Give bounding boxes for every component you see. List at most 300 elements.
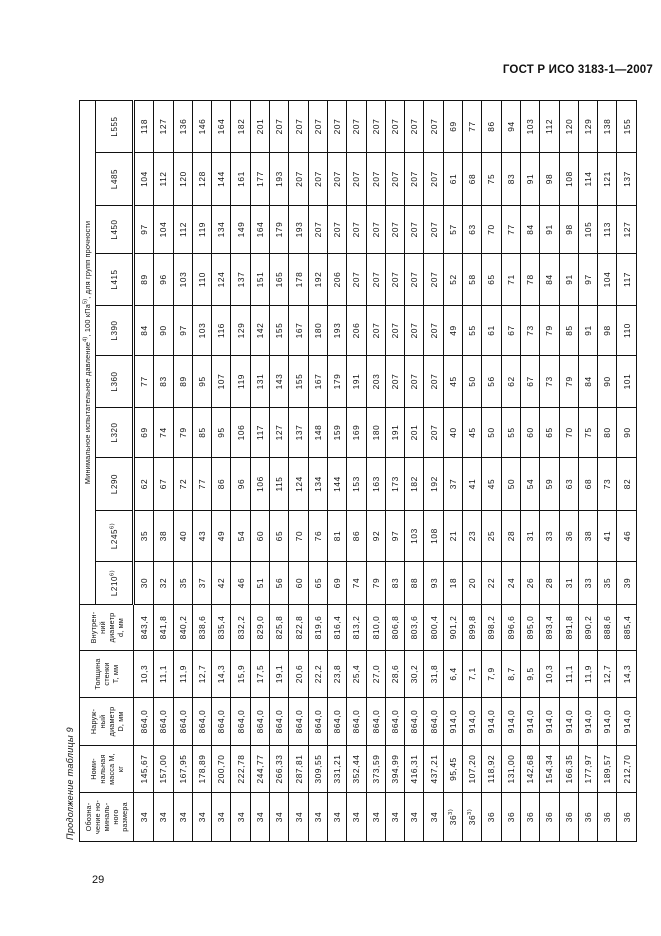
table-cell: 207 — [405, 356, 424, 408]
table-cell: 73 — [520, 306, 539, 356]
table-cell: 153 — [347, 458, 366, 511]
size-value: 36 — [486, 811, 497, 823]
header-grade-l450 — [96, 206, 134, 254]
header-grade-l320 — [96, 408, 134, 458]
table-cell: 864,0 — [192, 698, 211, 746]
table-row — [134, 100, 154, 841]
table-cell: 131,00 — [501, 746, 520, 793]
table-cell: 83 — [385, 562, 404, 605]
size-value: 34 — [254, 811, 265, 823]
table-cell: 207 — [289, 100, 308, 152]
table-cell: 21 — [443, 511, 462, 562]
table-cell: 149 — [231, 206, 250, 254]
table-cell: 103 — [520, 100, 539, 152]
header-grade-l245 — [96, 511, 134, 562]
table-cell: 144 — [212, 153, 231, 206]
table-cell: 31 — [559, 562, 578, 605]
table-row — [424, 100, 443, 841]
table-cell: 119 — [192, 206, 211, 254]
table-cell: 110 — [617, 306, 636, 356]
table-cell: 189,57 — [598, 746, 617, 793]
table-cell: 70 — [482, 206, 501, 254]
grade-label: L555 — [109, 116, 119, 137]
table-cell: 914,0 — [443, 698, 462, 746]
cell-designation — [540, 793, 559, 842]
table-row — [308, 100, 327, 841]
table-cell: 77 — [134, 356, 154, 408]
table-cell: 31 — [520, 511, 539, 562]
table-cell: 77 — [192, 458, 211, 511]
table-cell: 207 — [385, 206, 404, 254]
table-cell: 166,35 — [559, 746, 578, 793]
table-cell: 840,2 — [173, 605, 192, 651]
table-cell: 832,2 — [231, 605, 250, 651]
table-cell: 116 — [212, 306, 231, 356]
group-header-unit: , 100 кПа — [83, 303, 92, 337]
header-outer-diameter: Наруж- ный диаметр D, мм — [80, 698, 134, 746]
table-cell: 864,0 — [173, 698, 192, 746]
table-cell: 207 — [308, 206, 327, 254]
table-cell: 373,59 — [366, 746, 385, 793]
table-cell: 85 — [559, 306, 578, 356]
cell-designation — [212, 793, 231, 842]
table-cell: 806,8 — [385, 605, 404, 651]
table-cell: 207 — [424, 206, 443, 254]
table-cell: 207 — [289, 153, 308, 206]
table-cell: 437,21 — [424, 746, 443, 793]
table-cell: 118,92 — [482, 746, 501, 793]
table-cell: 206 — [347, 306, 366, 356]
cell-designation — [192, 793, 211, 842]
table-cell: 54 — [231, 511, 250, 562]
table-cell: 331,21 — [327, 746, 346, 793]
table-cell: 67 — [154, 458, 173, 511]
table-cell: 124 — [289, 458, 308, 511]
table-cell: 193 — [327, 306, 346, 356]
table-cell: 45 — [482, 458, 501, 511]
table-cell: 901,2 — [443, 605, 462, 651]
table-cell: 97 — [578, 254, 597, 306]
table-cell: 61 — [443, 153, 462, 206]
grade-label: L360 — [109, 371, 119, 392]
table-cell: 888,6 — [598, 605, 617, 651]
table-cell: 207 — [347, 206, 366, 254]
grade-label: L320 — [109, 422, 119, 443]
table-cell: 58 — [463, 254, 482, 306]
table-cell: 63 — [463, 206, 482, 254]
table-cell: 899,8 — [463, 605, 482, 651]
table-cell: 207 — [424, 356, 443, 408]
table-cell: 864,0 — [308, 698, 327, 746]
table-cell: 864,0 — [424, 698, 443, 746]
table-cell: 84 — [540, 254, 559, 306]
footnote-ref: 3) — [448, 808, 455, 815]
table-row — [482, 100, 501, 841]
table-cell: 45 — [463, 408, 482, 458]
table-cell: 41 — [463, 458, 482, 511]
table-cell: 60 — [289, 562, 308, 605]
table-cell: 117 — [250, 408, 269, 458]
table-cell: 56 — [270, 562, 289, 605]
table-cell: 207 — [405, 206, 424, 254]
table-cell: 179 — [327, 356, 346, 408]
table-row — [154, 100, 173, 841]
table-cell: 838,6 — [192, 605, 211, 651]
table-cell: 914,0 — [482, 698, 501, 746]
table-cell: 179 — [270, 206, 289, 254]
table-cell: 97 — [385, 511, 404, 562]
table-cell: 30,2 — [405, 651, 424, 698]
cell-designation — [270, 793, 289, 842]
table-cell: 37 — [443, 458, 462, 511]
table-cell: 127 — [617, 206, 636, 254]
table-cell: 76 — [308, 511, 327, 562]
table-cell: 74 — [154, 408, 173, 458]
table-cell: 212,70 — [617, 746, 636, 793]
table-cell: 96 — [231, 458, 250, 511]
table-cell: 119 — [231, 356, 250, 408]
table-cell: 104 — [134, 153, 154, 206]
table-cell: 864,0 — [405, 698, 424, 746]
header-mass: Номи- нальная масса M, кг — [80, 746, 134, 793]
table-cell: 207 — [366, 100, 385, 152]
table-cell: 94 — [501, 100, 520, 152]
table-cell: 207 — [424, 153, 443, 206]
table-cell: 192 — [308, 254, 327, 306]
table-cell: 50 — [482, 408, 501, 458]
table-cell: 136 — [173, 100, 192, 152]
cell-designation — [598, 793, 617, 842]
table-cell: 173 — [385, 458, 404, 511]
table-cell: 95,45 — [443, 746, 462, 793]
table-row — [347, 100, 366, 841]
table-cell: 28 — [501, 511, 520, 562]
table-cell: 75 — [482, 153, 501, 206]
table-cell: 91 — [559, 254, 578, 306]
table-cell: 20 — [463, 562, 482, 605]
table-cell: 26 — [520, 562, 539, 605]
table-cell: 165 — [270, 254, 289, 306]
table-cell: 62 — [501, 356, 520, 408]
size-value: 36 — [467, 814, 478, 826]
table-cell: 117 — [617, 254, 636, 306]
table-cell: 67 — [501, 306, 520, 356]
table-cell: 841,8 — [154, 605, 173, 651]
header-designation: Обозна- чение но- миналь- ного размера — [80, 793, 134, 842]
cell-designation — [559, 793, 578, 842]
table-cell: 103 — [405, 511, 424, 562]
table-cell: 88 — [405, 562, 424, 605]
table-cell: 65 — [270, 511, 289, 562]
table-cell: 207 — [424, 408, 443, 458]
table-cell: 206 — [327, 254, 346, 306]
table-cell: 35 — [173, 562, 192, 605]
table-cell: 63 — [559, 458, 578, 511]
table-row — [405, 100, 424, 841]
table-cell: 914,0 — [520, 698, 539, 746]
table-row — [559, 100, 578, 841]
table-row — [463, 100, 482, 841]
table-cell: 800,4 — [424, 605, 443, 651]
table-cell: 56 — [482, 356, 501, 408]
table-cell: 155 — [289, 356, 308, 408]
table-cell: 67 — [520, 356, 539, 408]
table-cell: 49 — [443, 306, 462, 356]
table-cell: 201 — [405, 408, 424, 458]
size-value: 34 — [409, 811, 420, 823]
table-cell: 178 — [289, 254, 308, 306]
table-cell: 207 — [308, 100, 327, 152]
table-cell: 36 — [559, 511, 578, 562]
table-cell: 39 — [617, 562, 636, 605]
table-cell: 50 — [463, 356, 482, 408]
table-row — [443, 100, 462, 841]
table-cell: 145,67 — [134, 746, 154, 793]
table-cell: 137 — [289, 408, 308, 458]
table-cell: 151 — [250, 254, 269, 306]
table-cell: 207 — [308, 153, 327, 206]
size-value: 34 — [332, 811, 343, 823]
table-cell: 92 — [366, 511, 385, 562]
table-cell: 207 — [327, 100, 346, 152]
table-cell: 98 — [540, 153, 559, 206]
table-cell: 93 — [424, 562, 443, 605]
cell-designation — [250, 793, 269, 842]
table-cell: 79 — [173, 408, 192, 458]
table-cell: 207 — [385, 356, 404, 408]
table-cell: 65 — [308, 562, 327, 605]
table-cell: 177 — [250, 153, 269, 206]
table-cell: 97 — [173, 306, 192, 356]
table-cell: 864,0 — [347, 698, 366, 746]
group-header-tail: , для групп прочности — [83, 220, 92, 299]
table-row — [540, 100, 559, 841]
page-number: 29 — [92, 874, 105, 886]
table-cell: 864,0 — [327, 698, 346, 746]
table-cell: 112 — [540, 100, 559, 152]
cell-designation — [482, 793, 501, 842]
size-value: 34 — [390, 811, 400, 823]
table-cell: 84 — [134, 306, 154, 356]
table-cell: 98 — [598, 306, 617, 356]
table-cell: 207 — [405, 153, 424, 206]
table-cell: 60 — [520, 408, 539, 458]
table-cell: 207 — [424, 254, 443, 306]
table-cell: 192 — [424, 458, 443, 511]
table-cell: 79 — [540, 306, 559, 356]
table-row — [617, 100, 636, 841]
table-cell: 244,77 — [250, 746, 269, 793]
table-cell: 59 — [540, 458, 559, 511]
cell-designation — [173, 793, 192, 842]
cell-designation — [385, 793, 404, 842]
table-cell: 86 — [347, 511, 366, 562]
table-cell: 890,2 — [578, 605, 597, 651]
grade-label: L245 — [109, 528, 119, 550]
table-row — [327, 100, 346, 841]
table-cell: 207 — [347, 153, 366, 206]
table-cell: 207 — [405, 254, 424, 306]
cell-designation — [154, 793, 173, 842]
table-cell: 914,0 — [463, 698, 482, 746]
table-cell: 108 — [424, 511, 443, 562]
table-cell: 895,0 — [520, 605, 539, 651]
table-cell: 10,3 — [540, 651, 559, 698]
document-header: ГОСТ Р ИСО 3183-1—2007 — [502, 64, 653, 76]
table-cell: 91 — [520, 153, 539, 206]
table-cell: 41 — [598, 511, 617, 562]
table-cell: 182 — [405, 458, 424, 511]
table-cell: 864,0 — [270, 698, 289, 746]
table-cell: 12,7 — [598, 651, 617, 698]
table-cell: 898,2 — [482, 605, 501, 651]
table-cell: 28,6 — [385, 651, 404, 698]
table-cell: 144 — [327, 458, 346, 511]
header-grade-l210 — [96, 562, 134, 605]
table-row — [250, 100, 269, 841]
table-cell: 118 — [134, 100, 154, 152]
table-cell: 914,0 — [559, 698, 578, 746]
table-cell: 207 — [327, 153, 346, 206]
table-cell: 825,8 — [270, 605, 289, 651]
table-row — [501, 100, 520, 841]
grade-label: L415 — [109, 269, 119, 290]
cell-designation — [134, 793, 154, 842]
table-cell: 95 — [212, 408, 231, 458]
table-cell: 90 — [617, 408, 636, 458]
table-cell: 85 — [192, 408, 211, 458]
pressure-table — [79, 100, 637, 842]
table-cell: 352,44 — [347, 746, 366, 793]
table-cell: 54 — [520, 458, 539, 511]
table-cell: 24 — [501, 562, 520, 605]
table-cell: 19,1 — [270, 651, 289, 698]
table-cell: 7,1 — [463, 651, 482, 698]
table-cell: 127 — [270, 408, 289, 458]
size-value: 34 — [235, 811, 246, 823]
table-cell: 394,99 — [385, 746, 404, 793]
table-cell: 864,0 — [366, 698, 385, 746]
table-cell: 57 — [443, 206, 462, 254]
header-grade-l415 — [96, 254, 134, 306]
table-cell: 31,8 — [424, 651, 443, 698]
table-cell: 148 — [308, 408, 327, 458]
table-row — [270, 100, 289, 841]
table-cell: 813,2 — [347, 605, 366, 651]
table-cell: 191 — [347, 356, 366, 408]
size-value: 34 — [274, 811, 285, 823]
table-cell: 23 — [463, 511, 482, 562]
size-value: 34 — [370, 811, 381, 823]
table-cell: 11,9 — [578, 651, 597, 698]
table-cell: 124 — [212, 254, 231, 306]
table-row — [385, 100, 404, 841]
table-cell: 14,3 — [212, 651, 231, 698]
table-cell: 46 — [231, 562, 250, 605]
table-cell: 154,34 — [540, 746, 559, 793]
table-cell: 65 — [482, 254, 501, 306]
table-cell: 106 — [231, 408, 250, 458]
table-cell: 169 — [347, 408, 366, 458]
table-cell: 416,31 — [405, 746, 424, 793]
table-cell: 104 — [154, 206, 173, 254]
table-cell: 8,7 — [501, 651, 520, 698]
table-cell: 69 — [327, 562, 346, 605]
table-cell: 35 — [598, 562, 617, 605]
table-cell: 9,5 — [520, 651, 539, 698]
table-cell: 32 — [154, 562, 173, 605]
table-cell: 137 — [231, 254, 250, 306]
table-cell: 112 — [154, 153, 173, 206]
table-cell: 127 — [154, 100, 173, 152]
table-cell: 79 — [559, 356, 578, 408]
table-cell: 108 — [559, 153, 578, 206]
table-cell: 142,68 — [520, 746, 539, 793]
cell-designation — [366, 793, 385, 842]
size-value: 36 — [544, 811, 555, 823]
table-cell: 835,4 — [212, 605, 231, 651]
table-cell: 50 — [501, 458, 520, 511]
table-cell: 864,0 — [134, 698, 154, 746]
table-cell: 11,1 — [154, 651, 173, 698]
table-cell: 60 — [250, 511, 269, 562]
table-cell: 138 — [598, 100, 617, 152]
table-cell: 68 — [578, 458, 597, 511]
table-cell: 114 — [578, 153, 597, 206]
cell-designation — [617, 793, 636, 842]
size-value: 36 — [505, 811, 516, 823]
table-cell: 180 — [366, 408, 385, 458]
table-cell: 105 — [578, 206, 597, 254]
table-cell: 78 — [520, 254, 539, 306]
table-cell: 128 — [192, 153, 211, 206]
table-cell: 52 — [443, 254, 462, 306]
table-cell: 843,4 — [134, 605, 154, 651]
cell-designation — [424, 793, 443, 842]
table-cell: 103 — [192, 306, 211, 356]
table-row — [192, 100, 211, 841]
table-cell: 207 — [385, 254, 404, 306]
grade-label: L485 — [109, 168, 119, 190]
grade-label: L210 — [109, 575, 119, 597]
table-cell: 146 — [192, 100, 211, 152]
table-cell: 178,89 — [192, 746, 211, 793]
table-cell: 803,6 — [405, 605, 424, 651]
table-cell: 18 — [443, 562, 462, 605]
table-cell: 810,0 — [366, 605, 385, 651]
cell-designation — [501, 793, 520, 842]
table-cell: 134 — [212, 206, 231, 254]
table-cell: 89 — [134, 254, 154, 306]
table-cell: 864,0 — [250, 698, 269, 746]
table-cell: 25,4 — [347, 651, 366, 698]
cell-designation — [443, 793, 462, 842]
table-cell: 143 — [270, 356, 289, 408]
table-cell: 91 — [540, 206, 559, 254]
table-cell: 200,70 — [212, 746, 231, 793]
table-cell: 83 — [501, 153, 520, 206]
table-cell: 69 — [443, 100, 462, 152]
table-cell: 89 — [173, 356, 192, 408]
table-cell: 80 — [598, 408, 617, 458]
table-cell: 164 — [250, 206, 269, 254]
table-cell: 163 — [366, 458, 385, 511]
table-cell: 864,0 — [385, 698, 404, 746]
table-cell: 42 — [212, 562, 231, 605]
header-test-pressure — [80, 100, 96, 604]
cell-designation — [327, 793, 346, 842]
table-cell: 22,2 — [308, 651, 327, 698]
